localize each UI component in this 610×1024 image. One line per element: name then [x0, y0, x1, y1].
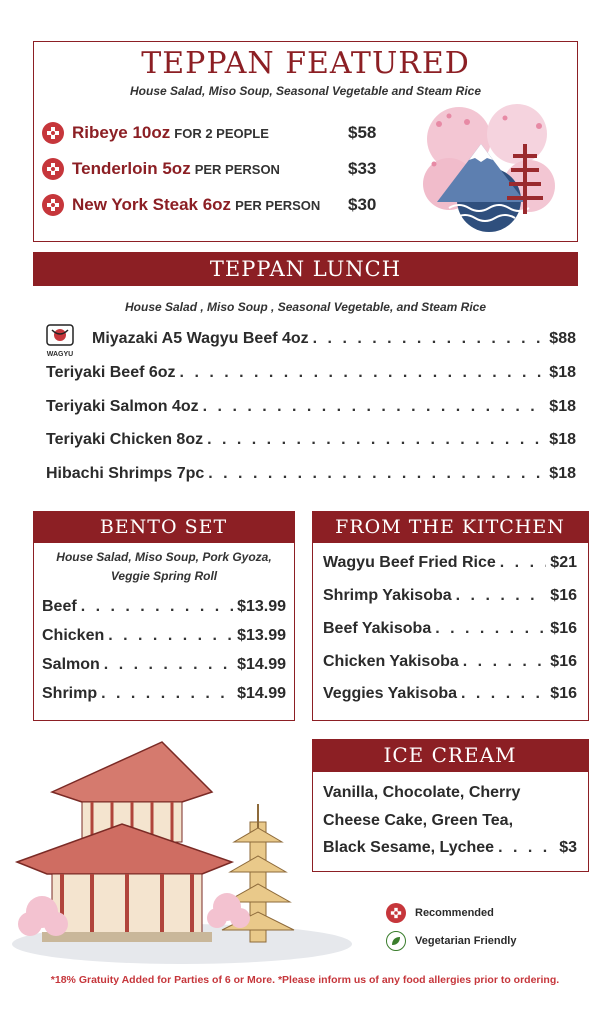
icecream-title: ICE CREAM	[383, 742, 517, 767]
featured-item-name: Tenderloin 5oz	[72, 159, 191, 178]
legend-recommended	[386, 903, 494, 923]
leader-dots	[101, 685, 233, 703]
leader-dots	[180, 364, 546, 382]
lunch-item	[46, 364, 576, 382]
featured-item	[42, 122, 377, 144]
leader-dots	[463, 653, 547, 671]
leader-dots	[81, 598, 233, 616]
bento-section	[33, 511, 295, 721]
leader-dots	[208, 465, 545, 483]
lunch-item-name: Teriyaki Chicken 8oz	[46, 431, 204, 448]
icecream-flavors: Black Sesame, Lychee	[323, 839, 495, 856]
lunch-item	[46, 431, 576, 449]
wagyu-badge-label: WAGYU	[46, 351, 74, 358]
lunch-item	[46, 465, 576, 483]
kitchen-item	[323, 653, 577, 671]
lunch-item-name: Hibachi Shrimps 7pc	[46, 465, 205, 482]
kitchen-item-price: $21	[550, 554, 577, 571]
featured-item-portion: PER PERSON	[194, 161, 280, 177]
lunch-item-name: Teriyaki Salmon 4oz	[46, 398, 199, 415]
wagyu-badge-icon	[46, 324, 74, 358]
legend-vegetarian-label: Vegetarian Friendly	[415, 935, 517, 947]
leader-dots	[313, 330, 546, 348]
icecream-header	[312, 739, 589, 772]
lunch-item-price: $18	[549, 398, 576, 415]
featured-item-price: $30	[348, 195, 377, 214]
recommended-icon	[386, 903, 406, 923]
kitchen-section	[312, 511, 589, 721]
featured-item-portion: PER PERSON	[235, 197, 321, 213]
lunch-item-price: $18	[549, 364, 576, 381]
leader-dots	[498, 839, 555, 857]
kitchen-item-name: Beef Yakisoba	[323, 620, 432, 637]
temple-illustration	[12, 732, 352, 964]
leader-dots	[456, 587, 547, 605]
bento-item	[42, 656, 286, 674]
leader-dots	[207, 431, 545, 449]
recommended-icon	[42, 194, 64, 216]
kitchen-item	[323, 685, 577, 703]
leader-dots	[104, 656, 233, 674]
kitchen-item-price: $16	[550, 653, 577, 670]
featured-item-name: Ribeye 10oz	[72, 123, 171, 142]
icecream-price: $3	[559, 839, 577, 856]
featured-section	[33, 41, 578, 242]
bento-item-name: Beef	[42, 598, 77, 615]
leader-dots	[203, 398, 546, 416]
bento-subtitle: House Salad, Miso Soup, Pork Gyoza,	[56, 550, 272, 564]
kitchen-item	[323, 620, 577, 638]
featured-subtitle: House Salad, Miso Soup, Seasonal Vegetable and Steam Rice	[130, 84, 481, 98]
kitchen-item-name: Shrimp Yakisoba	[323, 587, 452, 604]
bento-item-price: $13.99	[237, 627, 286, 644]
bento-subtitle: Veggie Spring Roll	[110, 569, 218, 583]
recommended-icon	[42, 158, 64, 180]
featured-item-price: $58	[348, 123, 377, 142]
legend-vegetarian	[386, 931, 516, 951]
leader-dots	[500, 554, 547, 572]
leader-dots	[108, 627, 233, 645]
leader-dots	[461, 685, 546, 703]
icecream-last-line	[323, 839, 577, 857]
lunch-header	[33, 252, 578, 286]
lunch-item	[46, 398, 576, 416]
kitchen-item-price: $16	[550, 587, 577, 604]
kitchen-header	[312, 511, 589, 543]
bento-title: BENTO SET	[99, 515, 228, 538]
kitchen-title: FROM THE KITCHEN	[335, 515, 565, 538]
leader-dots	[435, 620, 546, 638]
featured-item-name: New York Steak 6oz	[72, 195, 232, 214]
footer-note: *18% Gratuity Added for Parties of 6 or More. *Please inform us of any food allergies prior to ordering.	[50, 974, 560, 986]
recommended-icon	[42, 122, 64, 144]
icecream-flavors: Cheese Cake, Green Tea,	[323, 812, 514, 829]
bento-item-name: Salmon	[42, 656, 100, 673]
kitchen-item-name: Wagyu Beef Fried Rice	[323, 554, 496, 571]
bento-item	[42, 685, 286, 703]
bento-header	[33, 511, 295, 543]
kitchen-item	[323, 554, 577, 572]
bento-item-price: $14.99	[237, 656, 286, 673]
bento-item	[42, 598, 286, 616]
lunch-item-price: $18	[549, 431, 576, 448]
kitchen-item	[323, 587, 577, 605]
kitchen-item-price: $16	[550, 685, 577, 702]
bento-item-name: Shrimp	[42, 685, 98, 702]
vegetarian-leaf-icon	[386, 931, 406, 951]
lunch-item-price: $18	[549, 465, 576, 482]
lunch-subtitle: House Salad , Miso Soup , Seasonal Vegetable, and Steam Rice	[125, 300, 486, 314]
bento-item-price: $14.99	[237, 685, 286, 702]
lunch-item-price: $88	[549, 330, 576, 347]
featured-title: TEPPAN FEATURED	[141, 46, 470, 81]
featured-item-portion: FOR 2 PEOPLE	[174, 125, 269, 141]
featured-item-price: $33	[348, 159, 377, 178]
icecream-section	[312, 739, 589, 872]
kitchen-item-name: Veggies Yakisoba	[323, 685, 458, 702]
bento-item-name: Chicken	[42, 627, 105, 644]
bento-item-price: $13.99	[237, 598, 286, 615]
bento-item	[42, 627, 286, 645]
kitchen-item-price: $16	[550, 620, 577, 637]
icecream-flavors: Vanilla, Chocolate, Cherry	[323, 784, 521, 801]
kitchen-item-name: Chicken Yakisoba	[323, 653, 459, 670]
lunch-item-name: Teriyaki Beef 6oz	[46, 364, 176, 381]
featured-item	[42, 194, 377, 216]
legend-recommended-label: Recommended	[415, 907, 494, 919]
featured-item	[42, 158, 377, 180]
lunch-item	[92, 330, 576, 348]
lunch-item-name: Miyazaki A5 Wagyu Beef 4oz	[92, 330, 309, 347]
lunch-title: TEPPAN LUNCH	[209, 257, 402, 281]
mount-fuji-illustration	[419, 104, 559, 234]
